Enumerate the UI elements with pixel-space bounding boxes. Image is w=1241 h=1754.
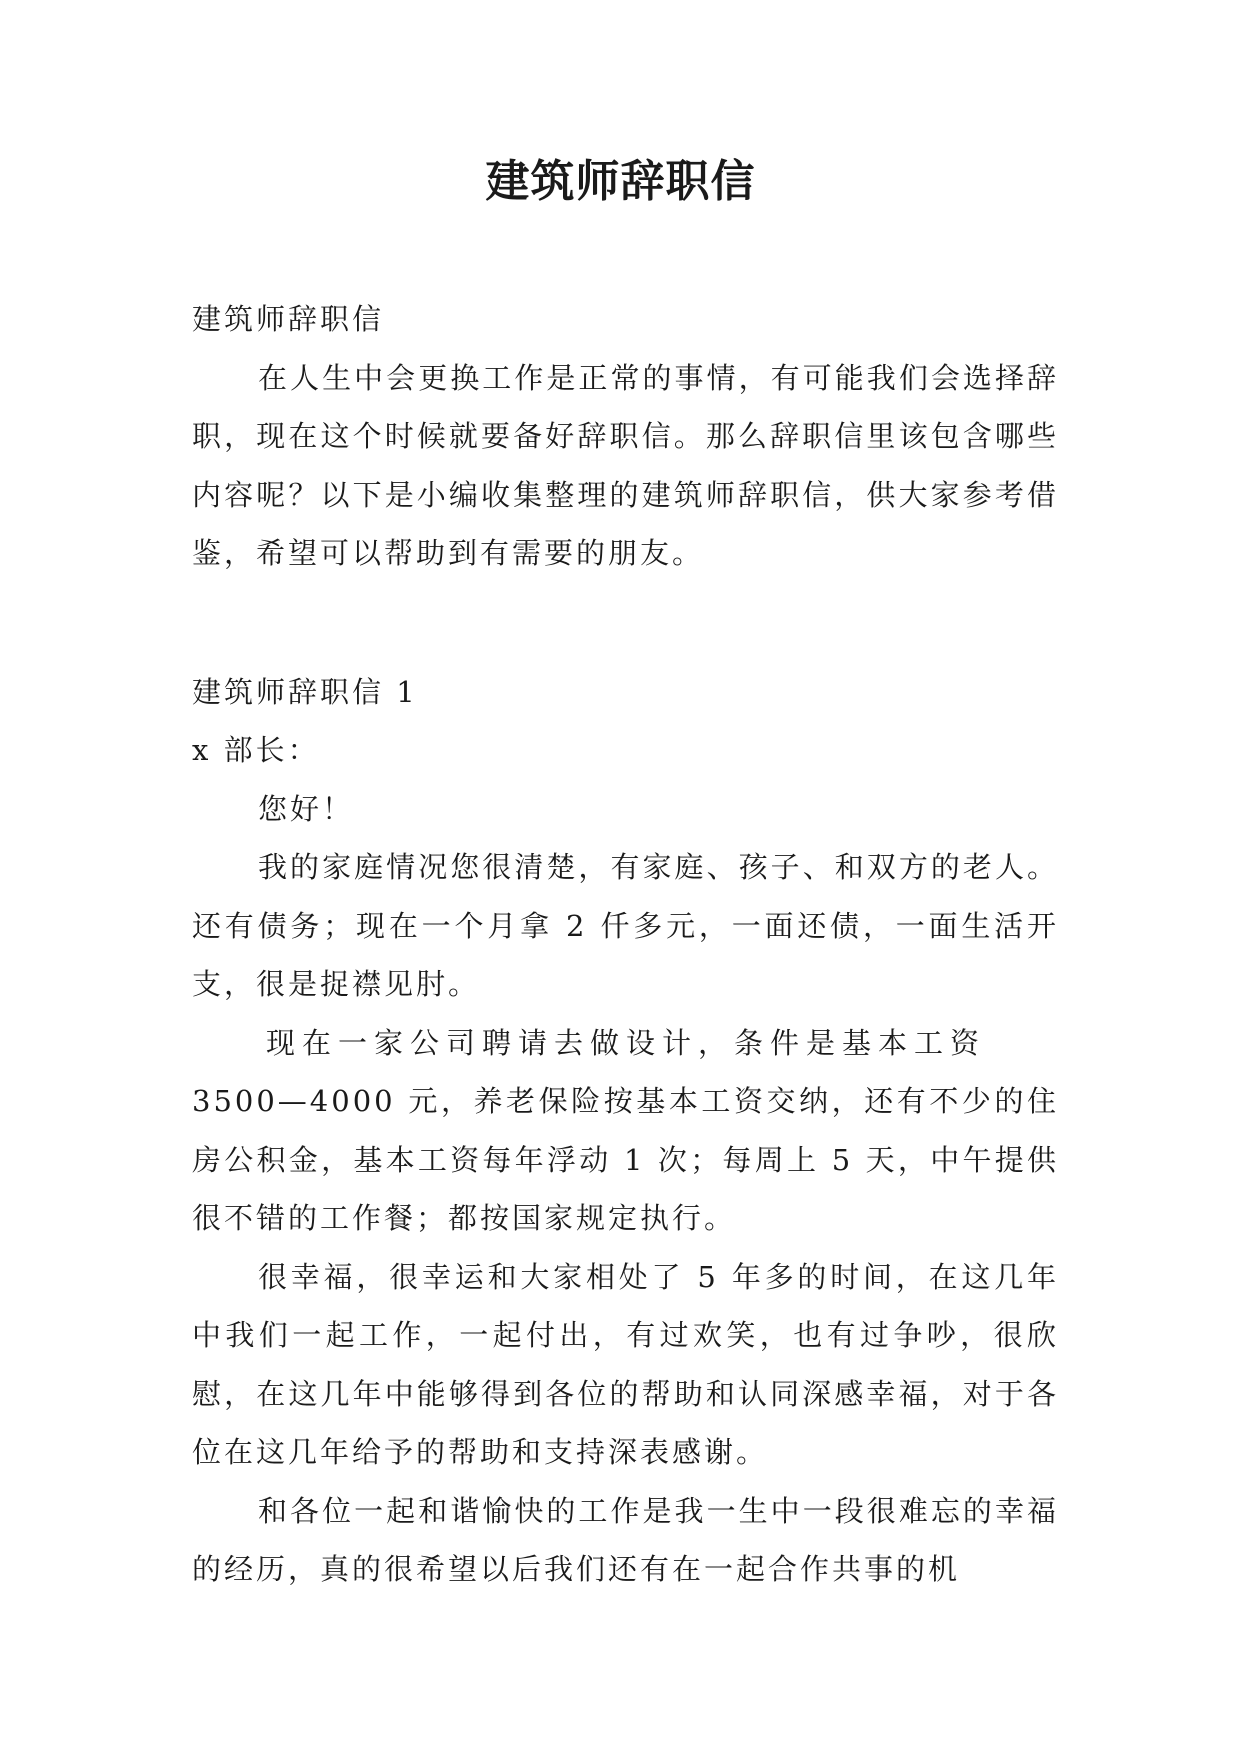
document-title: 建筑师辞职信: [485, 156, 756, 207]
letter-paragraph-farewell: 和各位一起和谐愉快的工作是我一生中一段很难忘的幸福的经历，真的很希望以后我们还有在一起合作共事的机: [192, 1493, 1059, 1586]
letter-paragraph-offer: 现在一家公司聘请去做设计，条件是基本工资: [266, 1025, 987, 1060]
letter-paragraph-family: 我的家庭情况您很清楚，有家庭、孩子、和双方的老人。还有债务；现在一个月拿 2 仟多元，一面还债，一面生活开支，很是捉襟见肘。: [192, 850, 1059, 1001]
section-spacer: [192, 583, 1059, 663]
letter-greeting: 您好！: [258, 791, 355, 826]
intro-paragraph: 在人生中会更换工作是正常的事情，有可能我们会选择辞职，现在这个时候就要备好辞职信。那么辞职信里该包含哪些内容呢？以下是小编收集整理的建筑师辞职信，供大家参考借鉴，希望可以帮助到有需要的朋友。: [192, 360, 1059, 570]
document-subtitle: 建筑师辞职信: [192, 302, 385, 336]
letter-salutation: x 部长：: [192, 733, 320, 767]
letter-paragraph-gratitude: 很幸福，很幸运和大家相处了 5 年多的时间，在这几年中我们一起工作，一起付出，有过欢笑，也有过争吵，很欣慰，在这几年中能够得到各位的帮助和认同深感幸福，对于各位在这几年给予的帮助和支持深表感谢。: [192, 1259, 1059, 1469]
document-body: [192, 290, 1059, 1599]
section-heading: 建筑师辞职信 1: [192, 674, 418, 709]
letter-paragraph-offer-details: 3500—4000 元，养老保险按基本工资交纳，还有不少的住房公积金，基本工资每年浮动 1 次；每周上 5 天，中午提供很不错的工作餐；都按国家规定执行。: [192, 1084, 1059, 1235]
